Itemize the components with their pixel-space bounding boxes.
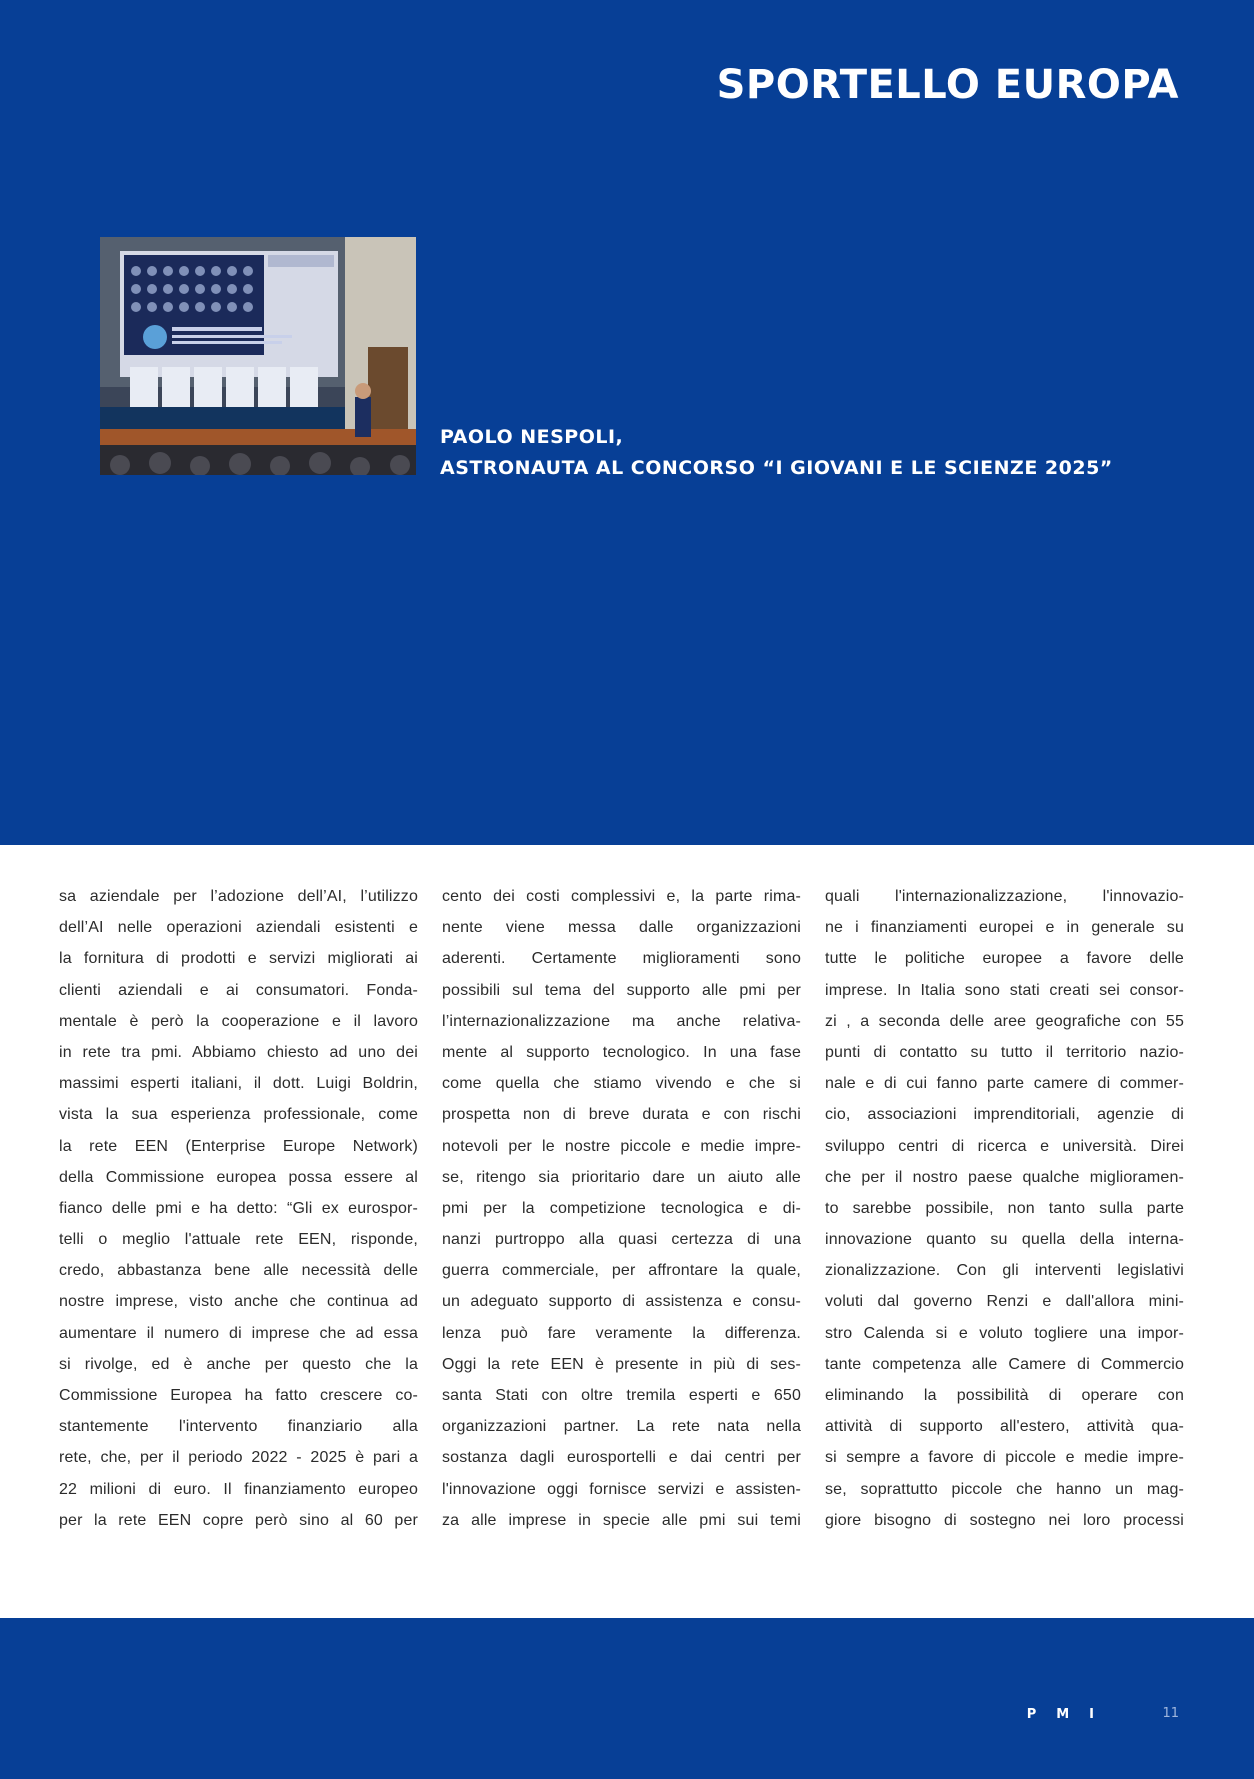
article-line: che per il nostro paese qualche miglioramen- [825,1168,1184,1186]
article-line: lenza può fare veramente la differenza. [442,1324,801,1342]
article-line: nale e di cui fanno parte camere di commer- [825,1075,1184,1093]
article-line: tutte le politiche europee a favore delle [825,950,1184,968]
article-column-2 [442,881,801,1536]
event-photo [100,237,416,475]
article-line: voluti dal governo Renzi e dall'allora mini- [825,1293,1184,1311]
article-line: possibili sul tema del supporto alle pmi per [442,981,801,999]
article-line: to sarebbe possibile, non tanto sulla parte [825,1199,1184,1217]
article-line: cento dei costi complessivi e, la parte rima- [442,888,801,905]
article-line: giore bisogno di sostegno nei loro processi [825,1511,1184,1529]
article-line: l’internazionalizzazione ma anche relativa- [442,1012,801,1030]
event-photo-illustration [100,237,416,475]
article-column-3 [825,881,1184,1536]
article-line: zi , a seconda delle aree geografiche con 55 [825,1012,1184,1030]
article-line: imprese. In Italia sono stati creati sei consor- [825,981,1184,999]
article-line: zionalizzazione. Con gli interventi legislativi [825,1262,1184,1280]
article-line: in rete tra pmi. Abbiamo chiesto ad uno dei [59,1043,418,1061]
article-line: organizzazioni partner. La rete nata nella [442,1418,801,1436]
article-columns [59,881,1186,1541]
footer-brand: PMI [1026,1707,1114,1722]
article-column-1 [59,881,418,1536]
article-line: clienti aziendali e ai consumatori. Fonda- [59,981,418,999]
article-line: stantemente l'intervento finanziario alla [59,1418,418,1436]
article-line: sviluppo centri di ricerca e università. Direi [825,1137,1184,1155]
article-line: credo, abbastanza bene alle necessità delle [59,1262,418,1280]
article-line: punti di contatto su tutto il territorio nazio- [825,1043,1184,1061]
article-line: santa Stati con oltre tremila esperti e 650 [442,1387,801,1404]
article-line: cio, associazioni imprenditoriali, agenzie di [825,1106,1184,1124]
article-line: 22 milioni di euro. Il finanziamento europeo [59,1480,418,1498]
section-title: SPORTELLO EUROPA [716,62,1179,108]
article-line: nente viene messa dalle organizzazioni [442,919,801,937]
article-line: mentale è però la cooperazione e il lavoro [59,1012,418,1030]
article-line: si sempre a favore di piccole e medie impre- [825,1449,1184,1467]
photo-caption [440,422,1113,484]
article-line: l'innovazione oggi fornisce servizi e assisten- [442,1480,801,1498]
article-line: Oggi la rete EEN è presente in più di ses- [442,1355,801,1373]
article-line: fianco delle pmi e ha detto: “Gli ex eurospor- [59,1199,418,1217]
article-line: vista la sua esperienza professionale, come [59,1106,418,1124]
article-line: dell’AI nelle operazioni aziendali esistenti e [59,919,418,937]
article-line: massimi esperti italiani, il dott. Luigi Boldrin, [59,1075,418,1093]
article-line: mente al supporto tecnologico. In una fase [442,1043,801,1061]
article-line: attività di supporto all'estero, attività qua- [825,1418,1184,1436]
article-line: aumentare il numero di imprese che ad essa [59,1324,418,1342]
article-line: se, soprattutto piccole che hanno un mag- [825,1480,1184,1498]
article-line: come quella che stiamo vivendo e che si [442,1075,801,1093]
caption-line-2: ASTRONAUTA AL CONCORSO “I GIOVANI E LE SCIENZE 2025” [440,457,1113,479]
footer-band [0,1618,1254,1779]
article-line: quali l'internazionalizzazione, l'innovazio- [825,888,1184,905]
article-line: notevoli per le nostre piccole e medie impre- [442,1137,801,1155]
article-line: sostanza dagli eurosportelli e dai centri per [442,1449,801,1467]
article-line: Commissione Europea ha fatto crescere co- [59,1387,418,1404]
article-line: prospetta non di breve durata e con rischi [442,1106,801,1124]
page-number: 11 [1162,1706,1179,1721]
article-line: aderenti. Certamente miglioramenti sono [442,950,801,968]
article-line: della Commissione europea possa essere al [59,1168,418,1186]
article-line: eliminando la possibilità di operare con [825,1387,1184,1404]
article-line: se, ritengo sia prioritario dare un aiuto alle [442,1168,801,1186]
article-line: innovazione quanto su quella della interna- [825,1231,1184,1249]
article-line: sa aziendale per l’adozione dell’AI, l’utilizzo [59,888,418,905]
article-line: un adeguato supporto di assistenza e consu- [442,1293,801,1311]
caption-line-1: PAOLO NESPOLI, [440,426,624,448]
article-line: per la rete EEN copre però sino al 60 per [59,1511,418,1529]
article-line: pmi per la competizione tecnologica e di- [442,1199,801,1217]
article-line: tante competenza alle Camere di Commercio [825,1355,1184,1373]
article-line: telli o meglio l'attuale rete EEN, risponde, [59,1231,418,1249]
article-line: la rete EEN (Enterprise Europe Network) [59,1137,418,1155]
article-line: la fornitura di prodotti e servizi migliorati ai [59,950,418,968]
article-line: rete, che, per il periodo 2022 - 2025 è pari a [59,1449,418,1467]
article-line: ne i finanziamenti europei e in generale su [825,919,1184,937]
article-line: za alle imprese in specie alle pmi sui temi [442,1511,801,1529]
article-line: guerra commerciale, per affrontare la quale, [442,1262,801,1280]
article-line: stro Calenda si e voluto togliere una impor- [825,1324,1184,1342]
article-line: nostre imprese, visto anche che continua ad [59,1293,418,1311]
article-line: si rivolge, ed è anche per questo che la [59,1355,418,1373]
article-line: nanzi purtroppo alla quasi certezza di una [442,1231,801,1249]
